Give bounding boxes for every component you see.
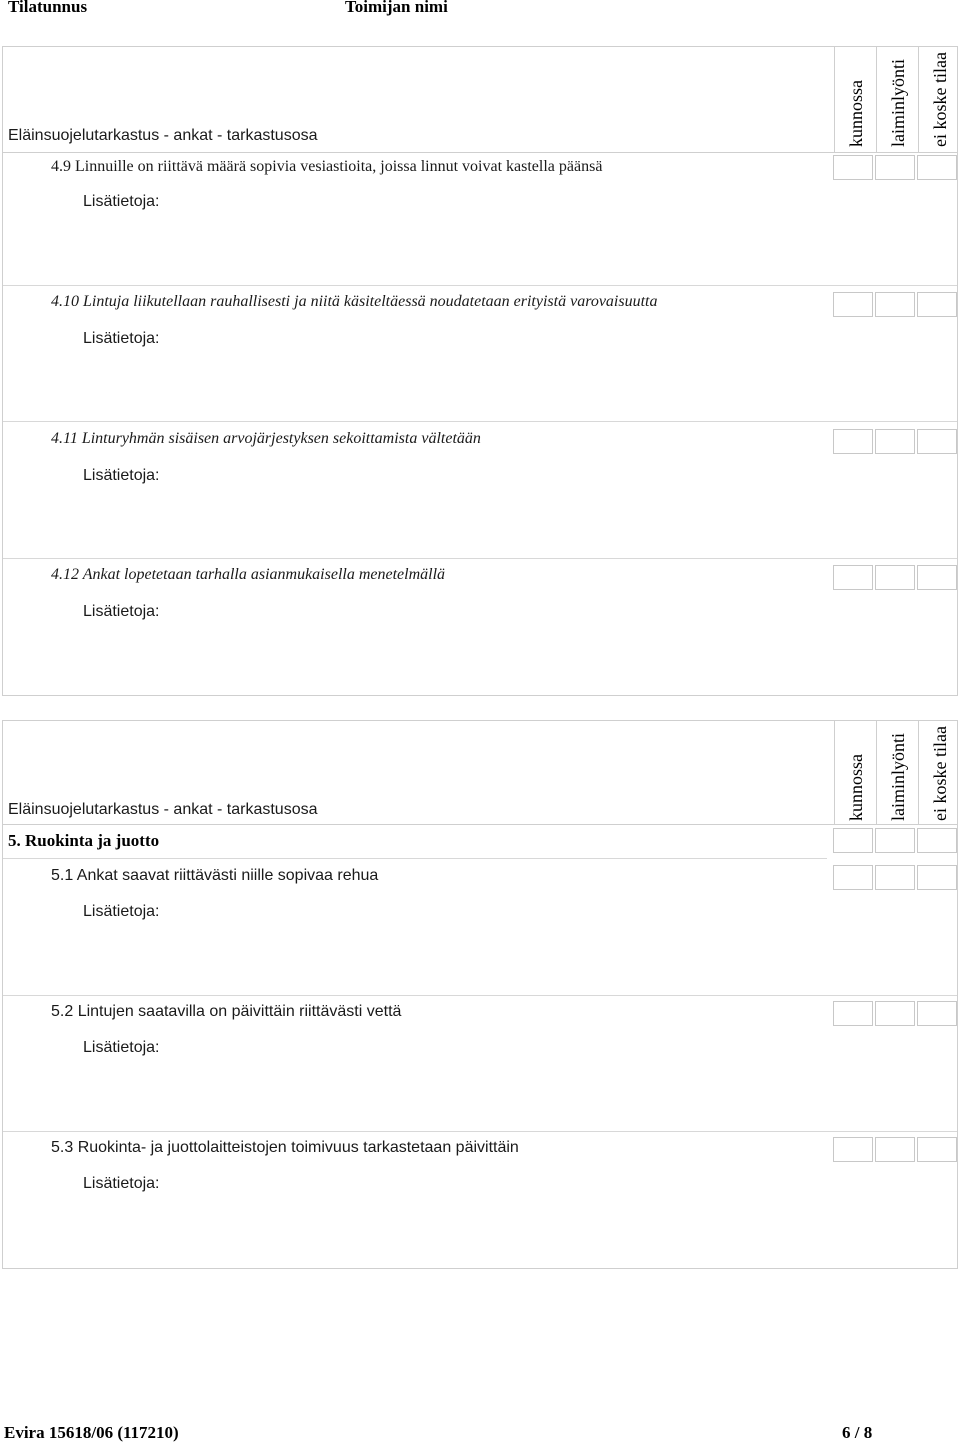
column-header-not-applicable: ei koske tilaa [929, 52, 950, 147]
notes-label: Lisätietoja: [83, 193, 160, 210]
notes-label: Lisätietoja: [83, 1039, 160, 1056]
section-title: Eläinsuojelutarkastus - ankat - tarkastusosa [8, 801, 318, 818]
checkbox-5-3-neglect[interactable] [875, 1137, 915, 1162]
document-id: Evira 15618/06 (117210) [4, 1423, 179, 1442]
notes-label: Lisätietoja: [83, 1175, 160, 1192]
checkbox-4-11-na[interactable] [917, 429, 957, 454]
inspection-table-2 [2, 720, 958, 1269]
checkbox-5-3-na[interactable] [917, 1137, 957, 1162]
checkbox-category-na[interactable] [917, 828, 957, 853]
checkbox-4-11-ok[interactable] [833, 429, 873, 454]
column-header-neglect: laiminlyönti [887, 59, 908, 147]
checkbox-category-ok[interactable] [833, 828, 873, 853]
column-header-ok: kunnossa [845, 754, 866, 821]
farm-id-label: Tilatunnus [8, 0, 88, 16]
checkbox-4-9-neglect[interactable] [875, 155, 915, 180]
checkbox-4-12-neglect[interactable] [875, 565, 915, 590]
section-title: Eläinsuojelutarkastus - ankat - tarkastusosa [8, 127, 318, 144]
checkbox-4-12-ok[interactable] [833, 565, 873, 590]
inspection-table-1 [2, 46, 958, 696]
checkbox-4-10-neglect[interactable] [875, 292, 915, 317]
column-header-neglect: laiminlyönti [887, 733, 908, 821]
question-5-1: 5.1 Ankat saavat riittävästi niille sopivaa rehua [51, 867, 379, 884]
checkbox-5-2-neglect[interactable] [875, 1001, 915, 1026]
checkbox-5-1-ok[interactable] [833, 865, 873, 890]
checkbox-4-10-ok[interactable] [833, 292, 873, 317]
category-title: 5. Ruokinta ja juotto [8, 831, 160, 850]
checkbox-5-2-ok[interactable] [833, 1001, 873, 1026]
notes-label: Lisätietoja: [83, 603, 160, 620]
question-5-2: 5.2 Lintujen saatavilla on päivittäin riittävästi vettä [51, 1003, 402, 1020]
notes-label: Lisätietoja: [83, 467, 160, 484]
question-5-3: 5.3 Ruokinta- ja juottolaitteistojen toimivuus tarkastetaan päivittäin [51, 1139, 519, 1156]
checkbox-4-9-ok[interactable] [833, 155, 873, 180]
page-number: 6 / 8 [842, 1423, 873, 1442]
checkbox-4-11-neglect[interactable] [875, 429, 915, 454]
column-header-ok: kunnossa [845, 80, 866, 147]
checkbox-5-1-neglect[interactable] [875, 865, 915, 890]
notes-label: Lisätietoja: [83, 330, 160, 347]
notes-label: Lisätietoja: [83, 903, 160, 920]
checkbox-5-2-na[interactable] [917, 1001, 957, 1026]
checkbox-5-3-ok[interactable] [833, 1137, 873, 1162]
column-header-not-applicable: ei koske tilaa [929, 726, 950, 821]
question-4-12: 4.12 Ankat lopetetaan tarhalla asianmukaisella menetelmällä [51, 566, 446, 583]
question-4-11: 4.11 Linturyhmän sisäisen arvojärjestyksen sekoittamista vältetään [51, 430, 481, 447]
checkbox-4-10-na[interactable] [917, 292, 957, 317]
operator-name-label: Toimijan nimi [345, 0, 448, 16]
checkbox-4-12-na[interactable] [917, 565, 957, 590]
checkbox-5-1-na[interactable] [917, 865, 957, 890]
checkbox-4-9-na[interactable] [917, 155, 957, 180]
checkbox-category-neglect[interactable] [875, 828, 915, 853]
question-4-10: 4.10 Lintuja liikutellaan rauhallisesti ja niitä käsiteltäessä noudatetaan erityistä varovaisuutta [51, 293, 658, 310]
question-4-9: 4.9 Linnuille on riittävä määrä sopivia vesiastioita, joissa linnut voivat kastella päänsä [51, 158, 603, 175]
